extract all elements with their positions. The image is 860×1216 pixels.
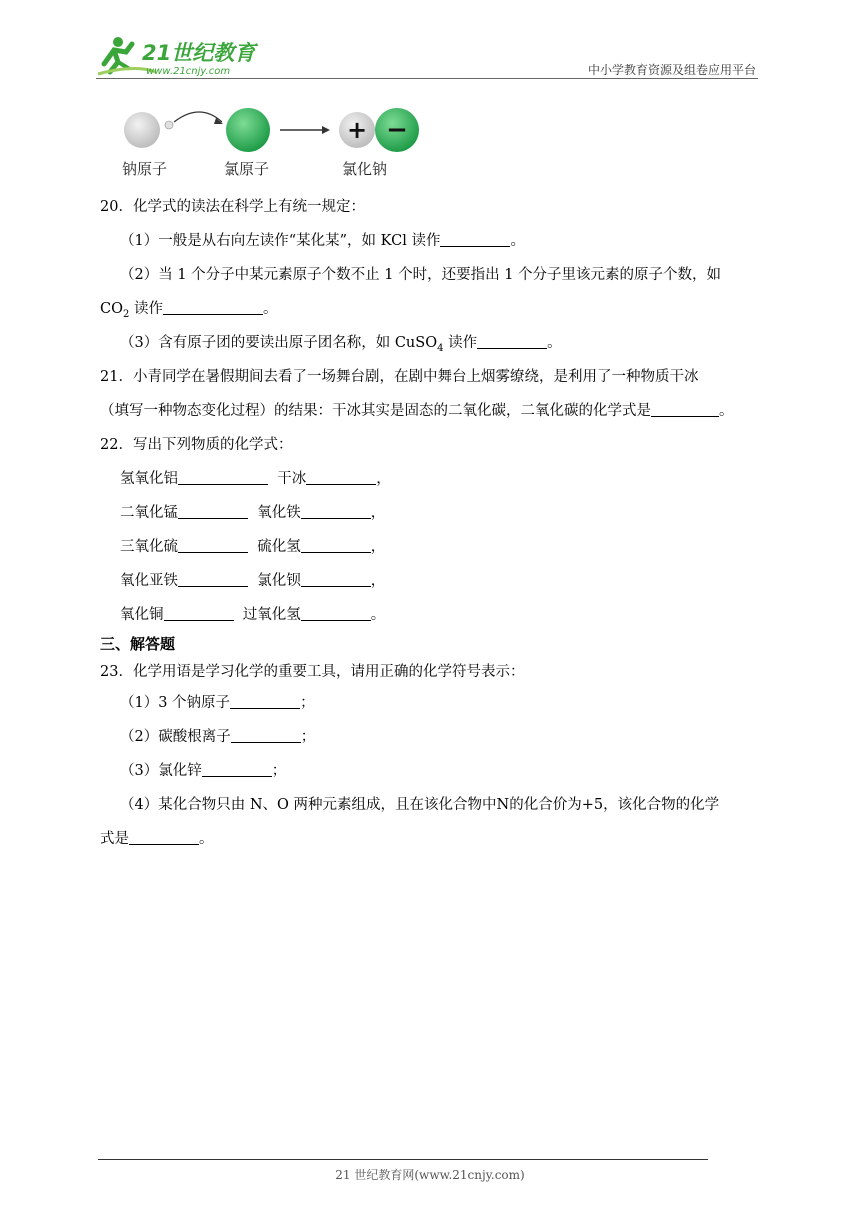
answer-blank[interactable] <box>178 468 268 485</box>
header-platform-text: 中小学教育资源及组卷应用平台 <box>587 63 756 77</box>
logo-text: 21世纪教育 <box>142 41 256 65</box>
q21-line1: 21．小青同学在暑假期间去看了一场舞台剧，在剧中舞台上烟雾缭绕，是利用了一种物质干冰 <box>100 369 699 385</box>
electron-icon <box>165 121 173 129</box>
ion-diagram <box>110 100 440 156</box>
section-title: 三、解答题 <box>100 635 176 653</box>
answer-blank[interactable] <box>440 230 510 247</box>
question-content <box>100 190 765 856</box>
q23-part3: （3）氯化锌 ； <box>100 754 765 788</box>
q23-part4-line2: 式是 。 <box>100 822 765 856</box>
q23-part2: （2）碳酸根离子 ； <box>100 720 765 754</box>
footer-text[interactable]: 21 世纪教育网(www.21cnjy.com) <box>335 1168 525 1182</box>
header-divider <box>96 78 758 79</box>
answer-blank[interactable] <box>178 502 248 519</box>
answer-blank[interactable] <box>202 760 272 777</box>
label-sodium-atom: 钠原子 <box>122 160 168 178</box>
answer-blank[interactable] <box>178 570 248 587</box>
answer-blank[interactable] <box>129 828 199 845</box>
answer-blank[interactable] <box>178 536 248 553</box>
label-sodium-chloride: 氯化钠 <box>342 160 388 178</box>
q22-row: 三氧化硫 硫化氢 ， <box>100 530 765 564</box>
answer-blank[interactable] <box>230 692 300 709</box>
answer-blank[interactable] <box>306 468 376 485</box>
ion-formation-figure <box>110 100 440 182</box>
site-logo[interactable] <box>96 34 266 78</box>
sodium-atom-icon <box>124 112 160 148</box>
logo-url: www.21cnjy.com <box>146 66 231 77</box>
q20-stem: 20．化学式的读法在科学上有统一规定： <box>100 199 365 215</box>
chlorine-atom-icon <box>226 108 270 152</box>
answer-blank[interactable] <box>477 332 547 349</box>
answer-blank[interactable] <box>301 536 371 553</box>
label-chlorine-atom: 氯原子 <box>224 160 270 178</box>
q22-row: 氧化亚铁 氯化钡 ， <box>100 564 765 598</box>
answer-blank[interactable] <box>651 400 719 417</box>
answer-blank[interactable] <box>163 298 263 315</box>
plus-sign: + <box>346 116 368 144</box>
q20-part3: （3）含有原子团的要读出原子团名称，如 CuSO$_4$ 读作 。 <box>100 326 765 360</box>
q20-part1: （1）一般是从右向左读作“某化某”，如 KCl 读作 。 <box>100 224 765 258</box>
q23-part4-line1: （4）某化合物只由 N、O 两种元素组成，且在该化合物中N的化合价为+5，该化合物的化学 <box>120 797 720 813</box>
answer-blank[interactable] <box>301 502 371 519</box>
q23-part1: （1）3 个钠原子 ； <box>100 686 765 720</box>
answer-blank[interactable] <box>164 604 234 621</box>
minus-sign: − <box>386 115 408 145</box>
electron-transfer-arrow-icon <box>174 112 222 122</box>
q21-line2: （填写一种物态变化过程）的结果：干冰其实是固态的二氧化碳，二氧化碳的化学式是 。 <box>100 394 765 428</box>
running-man-logo-icon <box>96 34 266 78</box>
q23-stem: 23．化学用语是学习化学的重要工具，请用正确的化学符号表示： <box>100 664 525 680</box>
q22-row: 氢氧化铝 干冰 ， <box>100 462 765 496</box>
q22-stem: 22．写出下列物质的化学式： <box>100 437 293 453</box>
answer-blank[interactable] <box>301 604 371 621</box>
answer-blank[interactable] <box>231 726 301 743</box>
q20-part2-line2: $CO_2$ 读作 。 <box>100 292 765 326</box>
q22-row: 二氧化锰 氧化铁 ， <box>100 496 765 530</box>
answer-blank[interactable] <box>301 570 371 587</box>
footer-divider <box>98 1159 708 1160</box>
q22-row: 氧化铜 过氧化氢 。 <box>100 598 765 632</box>
q20-part2-line1: （2）当 1 个分子中某元素原子个数不止 1 个时，还要指出 1 个分子里该元素的原子个数，如 <box>120 267 722 283</box>
